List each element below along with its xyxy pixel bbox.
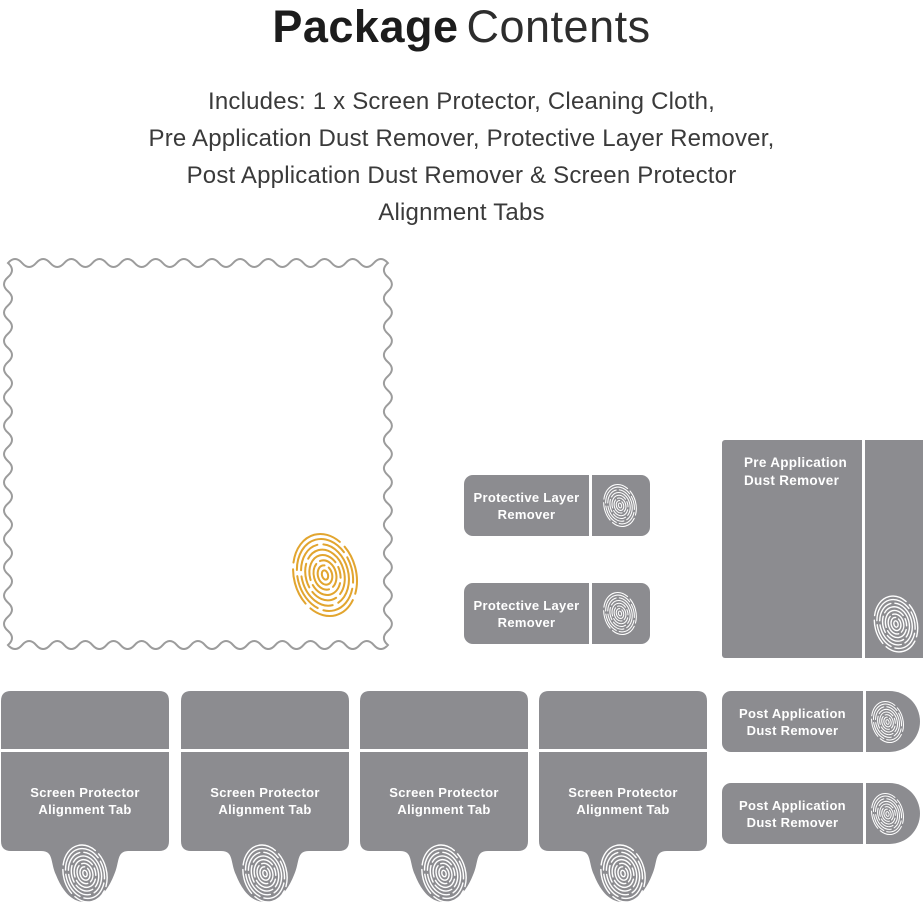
cleaning-cloth	[3, 258, 393, 650]
fingerprint-icon	[61, 843, 109, 904]
page-title	[0, 1, 923, 53]
divider-line	[539, 749, 707, 752]
subtitle-line-2: Pre Application Dust Remover, Protective Layer Remover,	[148, 125, 775, 152]
screen-protector-alignment-tab-4	[539, 691, 707, 905]
label-line: Protective Layer	[473, 490, 580, 505]
post-application-dust-remover-1	[722, 691, 920, 752]
screen-protector-alignment-tab-2	[181, 691, 349, 905]
post-application-dust-remover-label	[722, 705, 863, 739]
fingerprint-icon	[873, 593, 919, 655]
label-line: Post Application	[739, 798, 846, 813]
divider-line	[863, 691, 866, 752]
pre-application-dust-remover-label	[744, 454, 862, 489]
label-line: Screen Protector	[389, 785, 499, 800]
screen-protector-alignment-tab-3	[360, 691, 528, 905]
fingerprint-icon	[291, 531, 359, 619]
divider-line	[181, 749, 349, 752]
label-line: Alignment Tab	[218, 802, 312, 817]
alignment-tab-label	[360, 784, 528, 818]
divider-line	[862, 440, 865, 658]
subtitle	[0, 83, 923, 231]
subtitle-line-1: Includes: 1 x Screen Protector, Cleaning Cloth,	[207, 88, 715, 115]
fingerprint-icon	[241, 843, 289, 904]
title-word-package: Package	[272, 1, 459, 52]
label-line: Dust Remover	[744, 472, 840, 488]
label-line: Pre Application	[744, 455, 848, 470]
post-application-dust-remover-2	[722, 783, 920, 844]
alignment-tab-label	[539, 784, 707, 818]
divider-line	[360, 749, 528, 752]
label-line: Remover	[497, 507, 556, 522]
label-line: Remover	[497, 615, 556, 630]
screen-protector-alignment-tab-1	[1, 691, 169, 905]
divider-line	[863, 783, 866, 844]
label-line: Alignment Tab	[576, 802, 670, 817]
label-line: Alignment Tab	[38, 802, 132, 817]
divider-line	[1, 749, 169, 752]
pre-application-dust-remover	[722, 440, 923, 658]
protective-layer-remover-label	[464, 489, 589, 523]
fingerprint-icon	[602, 591, 638, 636]
fingerprint-icon	[602, 483, 638, 528]
post-application-dust-remover-label	[722, 797, 863, 831]
fingerprint-icon	[420, 843, 468, 904]
protective-layer-remover-1	[464, 475, 650, 536]
label-line: Post Application	[739, 706, 846, 721]
label-line: Screen Protector	[568, 785, 678, 800]
label-line: Alignment Tab	[397, 802, 491, 817]
divider-line	[589, 475, 592, 536]
title-word-contents: Contents	[466, 1, 651, 52]
label-line: Dust Remover	[746, 815, 839, 830]
label-line: Protective Layer	[473, 598, 580, 613]
protective-layer-remover-2	[464, 583, 650, 644]
divider-line	[589, 583, 592, 644]
fingerprint-icon	[870, 792, 905, 836]
subtitle-line-4: Alignment Tabs	[378, 199, 545, 226]
fingerprint-icon	[870, 700, 905, 744]
label-line: Screen Protector	[30, 785, 140, 800]
label-line: Screen Protector	[210, 785, 320, 800]
subtitle-line-3: Post Application Dust Remover & Screen Protector	[186, 162, 737, 189]
fingerprint-icon	[599, 843, 647, 904]
alignment-tab-label	[1, 784, 169, 818]
label-line: Dust Remover	[746, 723, 839, 738]
protective-layer-remover-label	[464, 597, 589, 631]
alignment-tab-label	[181, 784, 349, 818]
